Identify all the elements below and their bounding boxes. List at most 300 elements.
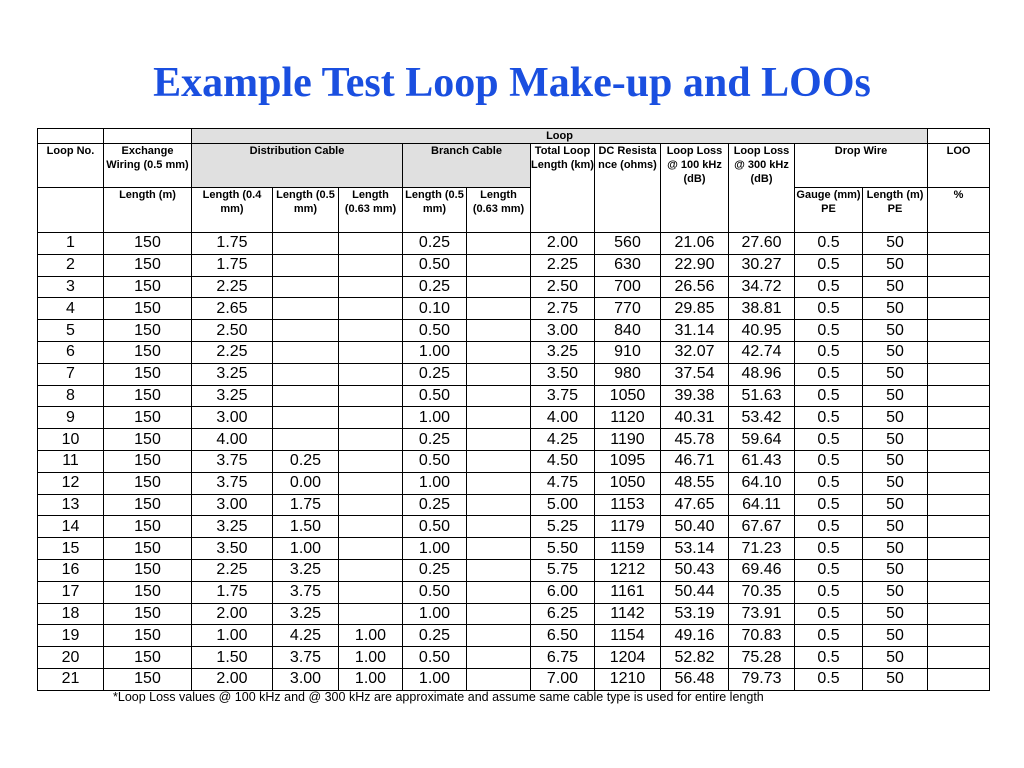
table-cell: 69.46 — [729, 559, 795, 581]
table-cell: 48.96 — [729, 363, 795, 385]
table-cell: 770 — [595, 298, 661, 320]
table-cell: 1050 — [595, 385, 661, 407]
table-cell — [339, 559, 403, 581]
table-cell: 0.5 — [795, 559, 863, 581]
table-cell: 0.5 — [795, 385, 863, 407]
table-cell: 42.74 — [729, 341, 795, 363]
table-row — [38, 538, 990, 560]
table-cell — [928, 472, 990, 494]
table-cell: 64.10 — [729, 472, 795, 494]
table-cell — [928, 450, 990, 472]
table-cell: 150 — [104, 450, 192, 472]
table-cell: 0.5 — [795, 647, 863, 669]
table-cell — [273, 233, 339, 255]
table-row — [38, 320, 990, 342]
table-cell: 1.00 — [403, 538, 467, 560]
table-cell: 1153 — [595, 494, 661, 516]
table-cell: 4.75 — [531, 472, 595, 494]
table-cell: 70.35 — [729, 581, 795, 603]
table-cell: 50.44 — [661, 581, 729, 603]
table-cell: 0.5 — [795, 298, 863, 320]
table-cell — [928, 581, 990, 603]
table-cell: 150 — [104, 233, 192, 255]
table-cell: 15 — [38, 538, 104, 560]
header-branch-length-063: Length (0.63 mm) — [467, 188, 531, 233]
header-drop-wire: Drop Wire — [795, 144, 928, 188]
table-cell — [467, 298, 531, 320]
table-cell: 56.48 — [661, 668, 729, 690]
table-cell: 1.00 — [192, 625, 273, 647]
table-cell: 64.11 — [729, 494, 795, 516]
table-cell: 5 — [38, 320, 104, 342]
table-row — [38, 668, 990, 690]
table-cell: 1.00 — [403, 668, 467, 690]
table-cell: 39.38 — [661, 385, 729, 407]
table-cell: 0.50 — [403, 385, 467, 407]
table-cell: 4.50 — [531, 450, 595, 472]
table-cell: 0.5 — [795, 625, 863, 647]
table-cell: 6 — [38, 341, 104, 363]
table-cell — [273, 298, 339, 320]
table-cell — [273, 320, 339, 342]
table-cell: 3.75 — [192, 472, 273, 494]
table-cell: 50.43 — [661, 559, 729, 581]
header-loop-no: Loop No. — [38, 144, 104, 188]
header-dist-length-04: Length (0.4 mm) — [192, 188, 273, 233]
table-cell — [467, 516, 531, 538]
table-cell: 6.00 — [531, 581, 595, 603]
table-cell: 50 — [863, 385, 928, 407]
table-row — [38, 363, 990, 385]
table-cell: 9 — [38, 407, 104, 429]
table-cell: 1.00 — [339, 647, 403, 669]
table-cell: 8 — [38, 385, 104, 407]
table-cell: 50 — [863, 298, 928, 320]
table-cell: 0.00 — [273, 472, 339, 494]
header-length-pe: Length (m) PE — [863, 188, 928, 233]
table-cell: 50 — [863, 407, 928, 429]
test-loop-table — [37, 128, 990, 691]
table-row — [38, 385, 990, 407]
table-cell — [273, 385, 339, 407]
table-cell: 150 — [104, 625, 192, 647]
table-cell: 1050 — [595, 472, 661, 494]
table-cell: 150 — [104, 472, 192, 494]
table-cell: 7 — [38, 363, 104, 385]
table-cell: 50 — [863, 603, 928, 625]
table-cell: 0.50 — [403, 320, 467, 342]
table-cell: 6.75 — [531, 647, 595, 669]
table-cell — [467, 363, 531, 385]
table-cell: 50 — [863, 276, 928, 298]
table-cell: 630 — [595, 254, 661, 276]
table-cell: 1.00 — [273, 538, 339, 560]
table-cell — [273, 429, 339, 451]
table-cell: 53.42 — [729, 407, 795, 429]
table-cell — [467, 429, 531, 451]
table-cell: 21.06 — [661, 233, 729, 255]
table-cell: 150 — [104, 603, 192, 625]
table-cell: 3.25 — [273, 603, 339, 625]
table-cell: 3.75 — [273, 647, 339, 669]
table-cell: 0.5 — [795, 363, 863, 385]
table-cell: 3.50 — [531, 363, 595, 385]
table-row — [38, 254, 990, 276]
table-cell: 20 — [38, 647, 104, 669]
table-cell: 2.00 — [531, 233, 595, 255]
table-cell: 1.75 — [192, 233, 273, 255]
table-cell: 2.00 — [192, 668, 273, 690]
table-cell: 2.25 — [192, 341, 273, 363]
table-cell: 0.10 — [403, 298, 467, 320]
table-row — [38, 341, 990, 363]
table-row — [38, 494, 990, 516]
header-gauge-pe: Gauge (mm) PE — [795, 188, 863, 233]
table-cell: 50 — [863, 559, 928, 581]
table-cell: 5.75 — [531, 559, 595, 581]
table-cell — [467, 559, 531, 581]
table-cell: 1161 — [595, 581, 661, 603]
table-cell: 13 — [38, 494, 104, 516]
table-cell — [928, 429, 990, 451]
table-cell: 2.25 — [192, 559, 273, 581]
table-cell: 910 — [595, 341, 661, 363]
table-cell: 11 — [38, 450, 104, 472]
header-distribution-cable: Distribution Cable — [192, 144, 403, 188]
header-blank-cell — [928, 129, 990, 144]
table-cell — [273, 276, 339, 298]
header-exchange-wiring: Exchange Wiring (0.5 mm) — [104, 144, 192, 188]
table-cell: 2.75 — [531, 298, 595, 320]
table-cell: 10 — [38, 429, 104, 451]
table-cell — [467, 233, 531, 255]
table-cell — [339, 276, 403, 298]
table-cell — [928, 298, 990, 320]
table-row — [38, 647, 990, 669]
table-cell: 48.55 — [661, 472, 729, 494]
table-cell — [928, 603, 990, 625]
table-cell: 0.5 — [795, 581, 863, 603]
table-cell: 0.5 — [795, 538, 863, 560]
table-cell: 50.40 — [661, 516, 729, 538]
table-cell: 40.95 — [729, 320, 795, 342]
table-cell: 50 — [863, 516, 928, 538]
table-cell: 34.72 — [729, 276, 795, 298]
table-cell: 1212 — [595, 559, 661, 581]
table-cell: 12 — [38, 472, 104, 494]
table-cell — [467, 320, 531, 342]
table-cell: 150 — [104, 494, 192, 516]
table-cell: 5.25 — [531, 516, 595, 538]
table-cell — [339, 581, 403, 603]
table-cell: 3.50 — [192, 538, 273, 560]
table-cell: 0.25 — [403, 494, 467, 516]
table-cell: 50 — [863, 494, 928, 516]
table-cell: 150 — [104, 385, 192, 407]
table-cell: 50 — [863, 320, 928, 342]
table-cell: 0.50 — [403, 450, 467, 472]
table-cell: 26.56 — [661, 276, 729, 298]
table-cell — [339, 603, 403, 625]
table-cell: 0.5 — [795, 407, 863, 429]
table-cell: 3.75 — [192, 450, 273, 472]
table-cell: 27.60 — [729, 233, 795, 255]
table-cell: 6.50 — [531, 625, 595, 647]
table-cell: 1154 — [595, 625, 661, 647]
header-length-m: Length (m) — [104, 188, 192, 233]
table-cell: 840 — [595, 320, 661, 342]
table-cell — [928, 276, 990, 298]
table-cell — [928, 363, 990, 385]
table-cell: 1.00 — [403, 407, 467, 429]
table-cell: 980 — [595, 363, 661, 385]
table-cell: 0.5 — [795, 254, 863, 276]
table-cell — [928, 320, 990, 342]
table-cell: 50 — [863, 581, 928, 603]
table-cell: 61.43 — [729, 450, 795, 472]
table-cell: 50 — [863, 538, 928, 560]
table-cell: 73.91 — [729, 603, 795, 625]
table-cell — [928, 538, 990, 560]
table-cell — [339, 538, 403, 560]
table-cell: 150 — [104, 363, 192, 385]
table-cell: 1179 — [595, 516, 661, 538]
table-cell: 0.25 — [403, 276, 467, 298]
table-cell — [273, 254, 339, 276]
table-cell: 2 — [38, 254, 104, 276]
table-cell: 150 — [104, 668, 192, 690]
table-row — [38, 407, 990, 429]
table-cell: 0.50 — [403, 581, 467, 603]
table-cell: 150 — [104, 341, 192, 363]
table-cell: 0.25 — [273, 450, 339, 472]
table-cell: 50 — [863, 429, 928, 451]
header-loop-loss-100khz: Loop Loss @ 100 kHz (dB) — [661, 144, 729, 233]
table-cell — [339, 516, 403, 538]
header-total-loop-length: Total Loop Length (km) — [531, 144, 595, 233]
table-cell — [467, 625, 531, 647]
table-cell: 0.5 — [795, 516, 863, 538]
table-cell: 150 — [104, 276, 192, 298]
table-cell — [928, 233, 990, 255]
table-cell: 3.00 — [531, 320, 595, 342]
table-cell: 29.85 — [661, 298, 729, 320]
table-cell: 3.25 — [192, 516, 273, 538]
table-cell — [467, 341, 531, 363]
table-cell — [928, 494, 990, 516]
table-cell — [467, 494, 531, 516]
table-cell — [928, 516, 990, 538]
table-cell: 75.28 — [729, 647, 795, 669]
table-cell — [467, 450, 531, 472]
table-cell: 1 — [38, 233, 104, 255]
table-cell: 1.00 — [403, 472, 467, 494]
table-cell: 0.25 — [403, 363, 467, 385]
table-cell: 700 — [595, 276, 661, 298]
table-cell: 0.5 — [795, 450, 863, 472]
table-cell: 79.73 — [729, 668, 795, 690]
table-cell: 3 — [38, 276, 104, 298]
table-cell — [273, 363, 339, 385]
table-cell: 0.5 — [795, 320, 863, 342]
header-percent: % — [928, 188, 990, 233]
table-cell — [339, 494, 403, 516]
table-cell: 3.25 — [192, 385, 273, 407]
table-cell: 30.27 — [729, 254, 795, 276]
table-cell: 67.67 — [729, 516, 795, 538]
table-cell: 1.00 — [403, 341, 467, 363]
table-cell: 38.81 — [729, 298, 795, 320]
table-cell: 0.5 — [795, 668, 863, 690]
table-cell: 0.50 — [403, 516, 467, 538]
table-cell: 1.75 — [273, 494, 339, 516]
table-cell — [928, 647, 990, 669]
table-cell: 1120 — [595, 407, 661, 429]
table-cell — [467, 668, 531, 690]
table-cell — [339, 363, 403, 385]
table-body — [38, 233, 990, 691]
table-cell: 2.25 — [531, 254, 595, 276]
table-cell: 0.5 — [795, 276, 863, 298]
table-cell: 150 — [104, 429, 192, 451]
table-cell: 4 — [38, 298, 104, 320]
table-cell: 150 — [104, 254, 192, 276]
table-row — [38, 516, 990, 538]
table-cell — [339, 429, 403, 451]
table-cell: 3.00 — [273, 668, 339, 690]
table-cell — [928, 625, 990, 647]
table-cell: 3.25 — [531, 341, 595, 363]
table-cell: 50 — [863, 233, 928, 255]
table-cell: 50 — [863, 363, 928, 385]
table-cell: 31.14 — [661, 320, 729, 342]
table-cell: 1210 — [595, 668, 661, 690]
table-row — [38, 233, 990, 255]
table-cell: 0.5 — [795, 494, 863, 516]
table-cell: 1204 — [595, 647, 661, 669]
table-cell: 7.00 — [531, 668, 595, 690]
table-cell: 0.5 — [795, 341, 863, 363]
table-cell: 2.50 — [192, 320, 273, 342]
table-cell: 51.63 — [729, 385, 795, 407]
table-cell: 2.50 — [531, 276, 595, 298]
table-cell: 16 — [38, 559, 104, 581]
table-cell: 150 — [104, 516, 192, 538]
table-cell: 2.00 — [192, 603, 273, 625]
table-cell: 71.23 — [729, 538, 795, 560]
table-cell: 18 — [38, 603, 104, 625]
table-cell — [467, 603, 531, 625]
table-cell: 5.00 — [531, 494, 595, 516]
table-cell: 3.75 — [531, 385, 595, 407]
table-cell — [339, 341, 403, 363]
table-cell: 37.54 — [661, 363, 729, 385]
table-cell: 45.78 — [661, 429, 729, 451]
table-cell — [339, 385, 403, 407]
table-cell: 150 — [104, 647, 192, 669]
table-cell: 0.5 — [795, 429, 863, 451]
table-row — [38, 472, 990, 494]
table-cell: 1.75 — [192, 581, 273, 603]
table-cell — [928, 385, 990, 407]
table-cell: 50 — [863, 254, 928, 276]
header-branch-cable: Branch Cable — [403, 144, 531, 188]
table-cell: 0.25 — [403, 625, 467, 647]
table-cell: 53.19 — [661, 603, 729, 625]
table-cell: 19 — [38, 625, 104, 647]
table-cell: 0.5 — [795, 472, 863, 494]
table-cell: 4.00 — [531, 407, 595, 429]
header-branch-length-05: Length (0.5 mm) — [403, 188, 467, 233]
table-cell: 50 — [863, 625, 928, 647]
table-cell — [467, 254, 531, 276]
table-cell — [339, 320, 403, 342]
table-cell — [467, 472, 531, 494]
table-cell: 50 — [863, 341, 928, 363]
table-cell: 22.90 — [661, 254, 729, 276]
header-loo: LOO — [928, 144, 990, 188]
table-cell: 1.50 — [192, 647, 273, 669]
table-cell: 0.5 — [795, 233, 863, 255]
table-cell: 4.25 — [531, 429, 595, 451]
table-cell: 2.25 — [192, 276, 273, 298]
table-cell: 4.00 — [192, 429, 273, 451]
header-dc-resistance: DC Resista nce (ohms) — [595, 144, 661, 233]
footnote: *Loop Loss values @ 100 kHz and @ 300 kHz are approximate and assume same cable type is used for entire length — [113, 690, 764, 704]
table-cell: 14 — [38, 516, 104, 538]
table-cell — [339, 472, 403, 494]
table-cell: 1095 — [595, 450, 661, 472]
table-cell: 2.65 — [192, 298, 273, 320]
table-cell — [339, 450, 403, 472]
table-cell: 50 — [863, 668, 928, 690]
table-cell — [273, 407, 339, 429]
header-blank-cell — [38, 188, 104, 233]
table-cell: 1.00 — [339, 668, 403, 690]
table-cell — [467, 647, 531, 669]
table-cell — [339, 233, 403, 255]
table-cell: 0.5 — [795, 603, 863, 625]
table-cell: 150 — [104, 298, 192, 320]
table-cell — [467, 385, 531, 407]
table-row — [38, 581, 990, 603]
table-cell: 4.25 — [273, 625, 339, 647]
table-cell: 150 — [104, 559, 192, 581]
table-cell: 150 — [104, 581, 192, 603]
table-cell: 52.82 — [661, 647, 729, 669]
table-cell: 0.25 — [403, 559, 467, 581]
table-cell: 50 — [863, 450, 928, 472]
table-cell — [467, 581, 531, 603]
page-title: Example Test Loop Make-up and LOOs — [153, 60, 871, 106]
table-cell: 17 — [38, 581, 104, 603]
table-cell: 21 — [38, 668, 104, 690]
table-cell: 70.83 — [729, 625, 795, 647]
table-cell — [339, 407, 403, 429]
table-cell: 1159 — [595, 538, 661, 560]
table-cell — [467, 407, 531, 429]
table-cell — [339, 298, 403, 320]
table-cell: 560 — [595, 233, 661, 255]
table-row — [38, 450, 990, 472]
table-cell: 1142 — [595, 603, 661, 625]
header-blank-cell — [38, 129, 104, 144]
table-cell: 150 — [104, 407, 192, 429]
table-cell — [339, 254, 403, 276]
table-cell — [273, 341, 339, 363]
table-cell: 3.25 — [273, 559, 339, 581]
table-cell: 3.25 — [192, 363, 273, 385]
